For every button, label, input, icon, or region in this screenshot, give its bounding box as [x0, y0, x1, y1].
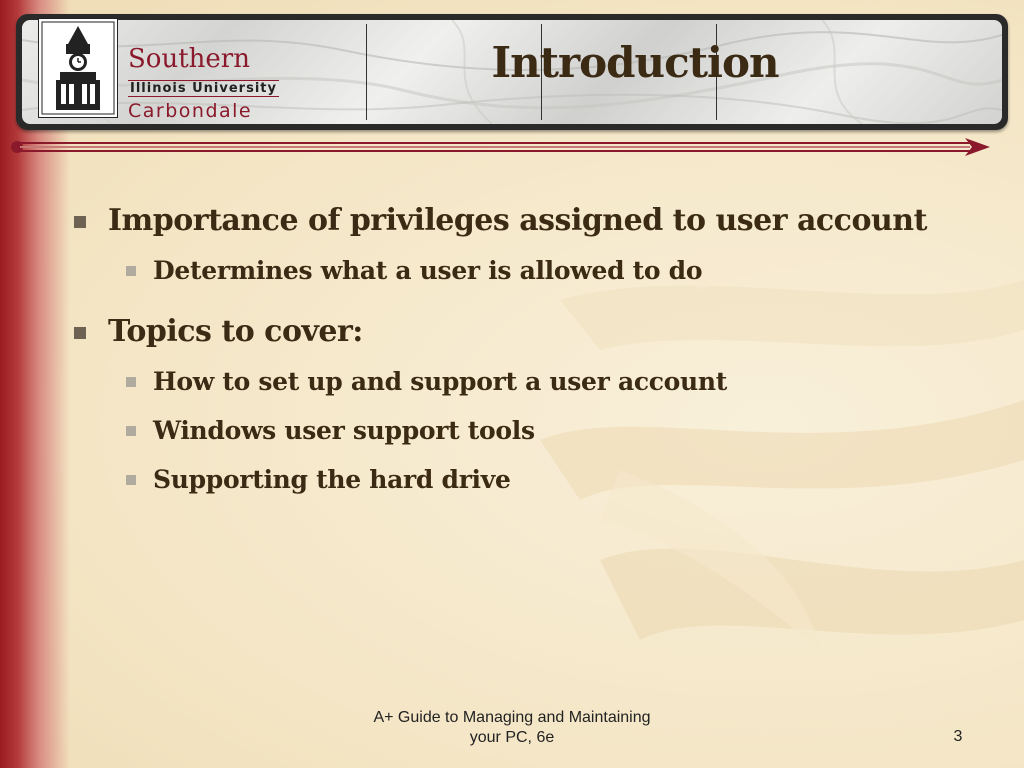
- footer-text: [352, 708, 672, 748]
- bullet-item: [70, 196, 990, 246]
- slide-title: Introduction: [491, 38, 779, 87]
- square-bullet-icon: [74, 327, 86, 339]
- page-number: 3: [953, 728, 963, 745]
- clock-tower-icon: [38, 18, 118, 118]
- bullet-text: Topics to cover:: [108, 314, 363, 349]
- logo-text-southern: Southern: [128, 44, 250, 74]
- footer-line-2: your PC, 6e: [469, 729, 555, 746]
- sub-bullet-item: [70, 357, 990, 406]
- square-bullet-icon: [126, 426, 136, 436]
- bullet-item: [70, 307, 990, 357]
- footer-line-1: A+ Guide to Managing and Maintaining: [373, 709, 651, 726]
- arrow-rule: [10, 138, 992, 156]
- sub-bullet-text: Determines what a user is allowed to do: [153, 256, 703, 285]
- square-bullet-icon: [74, 216, 86, 228]
- logo-text-carbondale: Carbondale: [128, 100, 253, 122]
- square-bullet-icon: [126, 475, 136, 485]
- square-bullet-icon: [126, 377, 136, 387]
- sub-bullet-item: [70, 246, 990, 295]
- sub-bullet-text: How to set up and support a user account: [153, 367, 728, 396]
- university-logo: [30, 18, 277, 122]
- square-bullet-icon: [126, 266, 136, 276]
- bullet-list: [70, 196, 990, 504]
- sub-bullet-text: Supporting the hard drive: [153, 465, 511, 494]
- sub-bullet-item: [70, 455, 990, 504]
- logo-text-illinois: Illinois University: [130, 81, 277, 96]
- header-divider: [366, 24, 367, 120]
- bullet-text: Importance of privileges assigned to user account: [108, 203, 927, 238]
- sub-bullet-item: [70, 406, 990, 455]
- sub-bullet-text: Windows user support tools: [153, 416, 535, 445]
